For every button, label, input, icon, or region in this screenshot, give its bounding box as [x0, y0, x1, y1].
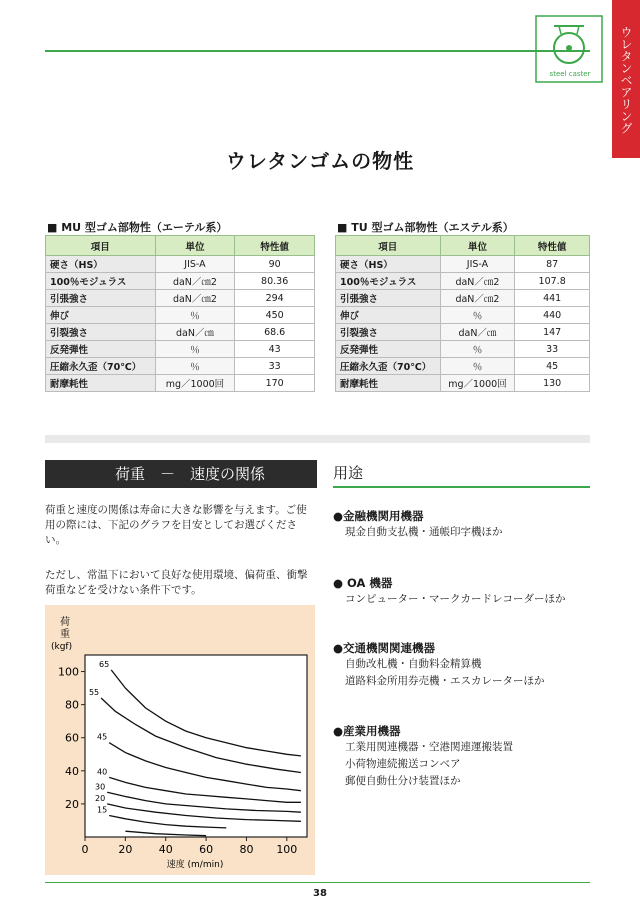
header-unit: 単位 — [440, 236, 515, 256]
header-item: 項目 — [336, 236, 441, 256]
use-category-transport: ●交通機関関連機器 — [333, 641, 436, 655]
side-tab-urethane-bearing: ウレタンベアリング — [612, 0, 640, 158]
use-category-financial: ●金融機関用機器 — [333, 509, 424, 523]
mu-table-title: ■ MU 型ゴム部物性（エーテル系） — [47, 221, 228, 234]
tu-properties-table — [335, 235, 590, 392]
row-item: 圧縮永久歪（70℃） — [336, 358, 441, 375]
table-row — [46, 324, 315, 341]
row-unit: daN／㎝ — [440, 324, 515, 341]
series-label: 30 — [95, 782, 106, 792]
table-row — [46, 375, 315, 392]
series-label: 40 — [97, 767, 108, 777]
row-value: 170 — [235, 375, 315, 392]
row-item: 硬さ（HS） — [46, 256, 156, 273]
use-detail-transport-2: 道路料金所用券売機・エスカレーターほか — [345, 675, 545, 687]
row-value: 294 — [235, 290, 315, 307]
separator-band — [45, 435, 590, 443]
series-label: 45 — [97, 732, 108, 742]
logo-text: steel caster — [549, 70, 591, 78]
row-item: 100％モジュラス — [46, 273, 156, 290]
uses-heading: 用途 — [333, 464, 364, 482]
row-value: 147 — [515, 324, 590, 341]
row-value: 80.36 — [235, 273, 315, 290]
row-value: 68.6 — [235, 324, 315, 341]
table-row — [336, 324, 590, 341]
y-tick-label: 20 — [65, 797, 79, 811]
y-axis-label: 荷重 — [60, 617, 70, 640]
row-value: 107.8 — [515, 273, 590, 290]
header-value: 特性値 — [515, 236, 590, 256]
page-title: ウレタンゴムの物性 — [225, 149, 415, 173]
row-value: 450 — [235, 307, 315, 324]
series-label: 55 — [88, 688, 100, 698]
plot-area — [85, 655, 307, 837]
row-unit: ％ — [440, 307, 515, 324]
x-tick-label: 100 — [276, 843, 298, 856]
load-speed-heading-bar — [45, 460, 317, 488]
row-item: 反発弾性 — [336, 341, 441, 358]
load-speed-chart — [45, 605, 315, 875]
use-category-oa: ● OA 機器 — [333, 576, 393, 590]
x-tick-label: 60 — [199, 843, 214, 856]
row-item: 引張強さ — [336, 290, 441, 307]
table-row — [336, 273, 590, 290]
row-item: 硬さ（HS） — [336, 256, 441, 273]
table-row — [46, 256, 315, 273]
load-speed-paragraph-1: 荷重と速度の関係は寿命に大きな影響を与えます。ご使用の際には、下記のグラフを目安としてお選びください。 — [45, 504, 307, 546]
use-category-industrial: ●産業用機器 — [333, 724, 401, 738]
use-detail-transport-1: 自動改札機・自動料金精算機 — [345, 658, 482, 670]
mu-properties-table — [45, 235, 315, 392]
tu-table-title: ■ TU 型ゴム部物性（エステル系） — [337, 221, 514, 234]
row-unit: mg／1000回 — [440, 375, 515, 392]
row-value: 130 — [515, 375, 590, 392]
table-row — [336, 341, 590, 358]
row-value: 441 — [515, 290, 590, 307]
y-tick-label: 60 — [65, 731, 79, 745]
x-tick-label: 0 — [81, 843, 89, 856]
page-number: 38 — [313, 888, 327, 899]
uses-heading-rule — [333, 486, 590, 488]
table-row — [46, 290, 315, 307]
x-tick-label: 20 — [118, 843, 133, 856]
table-row — [336, 290, 590, 307]
row-unit: daN／㎝2 — [155, 290, 235, 307]
y-tick-label: 80 — [65, 698, 79, 712]
series-label: 15 — [97, 805, 108, 815]
row-item: 伸び — [46, 307, 156, 324]
row-item: 引裂強さ — [336, 324, 441, 341]
y-tick-label: 100 — [58, 665, 79, 679]
table-row — [46, 273, 315, 290]
row-unit: daN／㎝ — [155, 324, 235, 341]
use-detail-industrial-1: 工業用関連機器・空港関連運搬装置 — [345, 741, 513, 753]
table-row — [46, 307, 315, 324]
header-item: 項目 — [46, 236, 156, 256]
row-value: 33 — [515, 341, 590, 358]
row-unit: mg／1000回 — [155, 375, 235, 392]
table-row — [336, 375, 590, 392]
header-rule — [45, 50, 590, 52]
table-row — [46, 341, 315, 358]
y-tick-label: 40 — [65, 764, 79, 778]
row-value: 440 — [515, 307, 590, 324]
row-unit: JIS-A — [440, 256, 515, 273]
header-unit: 単位 — [155, 236, 235, 256]
x-tick-label: 80 — [239, 843, 254, 856]
y-axis-unit: (kgf) — [51, 642, 73, 652]
table-row — [336, 256, 590, 273]
header-value: 特性値 — [235, 236, 315, 256]
row-unit: daN／㎝2 — [440, 290, 515, 307]
row-unit: ％ — [440, 341, 515, 358]
row-value: 87 — [515, 256, 590, 273]
row-value: 33 — [235, 358, 315, 375]
load-speed-paragraph-2: ただし、常温下において良好な使用環境、偏荷重、衝撃荷重などを受けない条件下です。 — [45, 569, 308, 596]
row-unit: ％ — [155, 307, 235, 324]
row-item: 引張強さ — [46, 290, 156, 307]
table-row — [46, 358, 315, 375]
row-unit: daN／㎝2 — [440, 273, 515, 290]
row-value: 90 — [235, 256, 315, 273]
row-unit: daN／㎝2 — [155, 273, 235, 290]
use-detail-industrial-3: 郵便自動仕分け装置ほか — [345, 775, 461, 787]
row-item: 圧縮永久歪（70℃） — [46, 358, 156, 375]
row-unit: ％ — [155, 358, 235, 375]
row-item: 耐摩耗性 — [46, 375, 156, 392]
footer-rule — [45, 882, 590, 883]
use-detail-industrial-2: 小荷物連続搬送コンベア — [345, 758, 461, 770]
row-item: 100％モジュラス — [336, 273, 441, 290]
use-detail-financial-1: 現金自動支払機・通帳印字機ほか — [345, 526, 503, 538]
series-label: 65 — [99, 659, 110, 669]
table-row — [336, 358, 590, 375]
row-unit: ％ — [440, 358, 515, 375]
load-speed-heading: 荷重 － 速度の関係 — [115, 465, 266, 483]
series-label: 20 — [95, 793, 106, 803]
row-item: 伸び — [336, 307, 441, 324]
row-value: 43 — [235, 341, 315, 358]
row-item: 引裂強さ — [46, 324, 156, 341]
row-unit: JIS-A — [155, 256, 235, 273]
row-value: 45 — [515, 358, 590, 375]
table-row — [336, 307, 590, 324]
x-axis-label: 速度 (m/min) — [166, 860, 224, 870]
row-item: 耐摩耗性 — [336, 375, 441, 392]
row-unit: ％ — [155, 341, 235, 358]
row-item: 反発弾性 — [46, 341, 156, 358]
use-detail-oa-1: コンピューター・マークカードレコーダーほか — [345, 593, 566, 605]
x-tick-label: 40 — [158, 843, 173, 856]
